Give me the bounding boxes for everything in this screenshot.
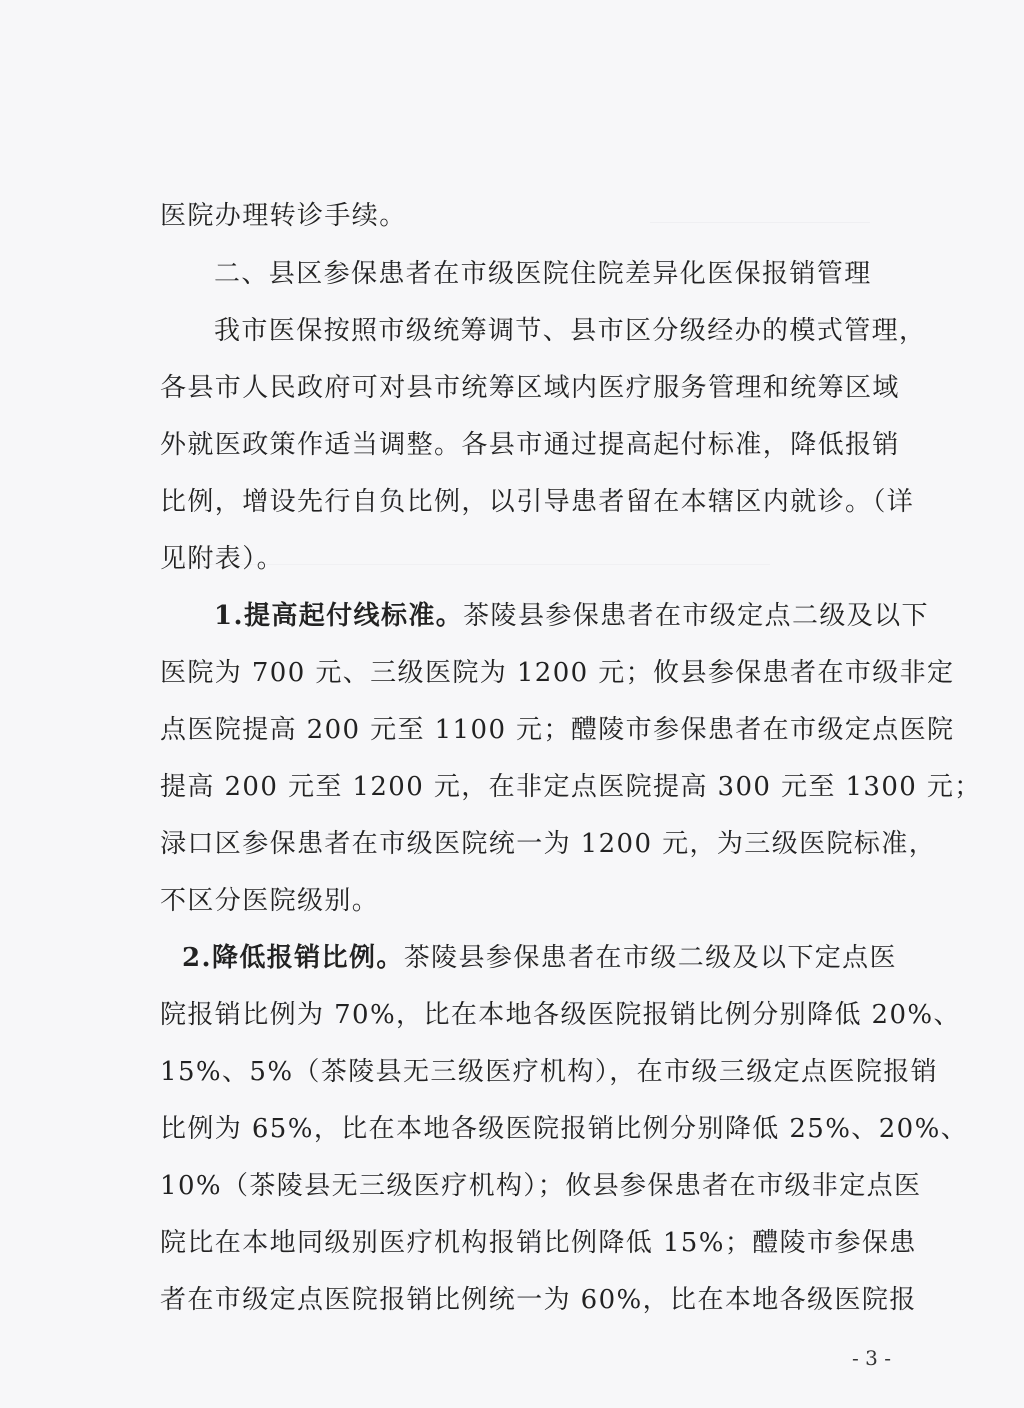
- section-1-first-line: [214, 596, 929, 636]
- section-1-first-line-text: 茶陵县参保患者在市级定点二级及以下: [463, 601, 929, 631]
- paragraph-line: 我市医保按照市级统筹调节、县市区分级经办的模式管理，: [214, 316, 927, 346]
- section-2-first-line-text: 茶陵县参保患者在市级二级及以下定点医: [403, 943, 897, 973]
- paragraph-line: 见附表）。: [160, 544, 285, 574]
- paragraph-line: 比例为 65%，比在本地各级医院报销比例分别降低 25%、20%、: [160, 1114, 969, 1144]
- paragraph-line: 院比在本地同级别医疗机构报销比例降低 15%；醴陵市参保患: [160, 1228, 917, 1258]
- paragraph-line: 15%、5%（茶陵县无三级医疗机构），在市级三级定点医院报销: [160, 1057, 939, 1087]
- paragraph-line: 各县市人民政府可对县市统筹区域内医疗服务管理和统筹区域: [160, 373, 900, 403]
- paragraph-line: 10%（茶陵县无三级医疗机构）；攸县参保患者在市级非定点医: [160, 1171, 922, 1201]
- page-number: - 3 -: [852, 1346, 891, 1370]
- section-2-heading: 2.降低报销比例。: [182, 943, 404, 973]
- paragraph-line: 点医院提高 200 元至 1100 元；醴陵市参保患者在市级定点医院: [160, 715, 955, 745]
- paragraph-line: 提高 200 元至 1200 元，在非定点医院提高 300 元至 1300 元；: [160, 772, 982, 802]
- paragraph-line: 院报销比例为 70%，比在本地各级医院报销比例分别降低 20%、: [160, 1000, 961, 1030]
- section-1-heading: 1.提高起付线标准。: [214, 601, 464, 631]
- paragraph-line: 医院为 700 元、三级医院为 1200 元；攸县参保患者在市级非定: [160, 658, 955, 688]
- paragraph-line: 渌口区参保患者在市级医院统一为 1200 元，为三级医院标准，: [160, 829, 937, 859]
- paragraph-line: 不区分医院级别。: [160, 886, 380, 916]
- paragraph-line: 医院办理转诊手续。: [160, 201, 407, 231]
- paragraph-line: 外就医政策作适当调整。各县市通过提高起付标准，降低报销: [160, 430, 900, 460]
- paragraph-line: 者在市级定点医院报销比例统一为 60%，比在本地各级医院报: [160, 1285, 917, 1315]
- section-2-first-line: [182, 938, 897, 978]
- section-heading: 二、县区参保患者在市级医院住院差异化医保报销管理: [214, 259, 872, 289]
- paragraph-line: 比例，增设先行自负比例，以引导患者留在本辖区内就诊。（详: [160, 487, 915, 517]
